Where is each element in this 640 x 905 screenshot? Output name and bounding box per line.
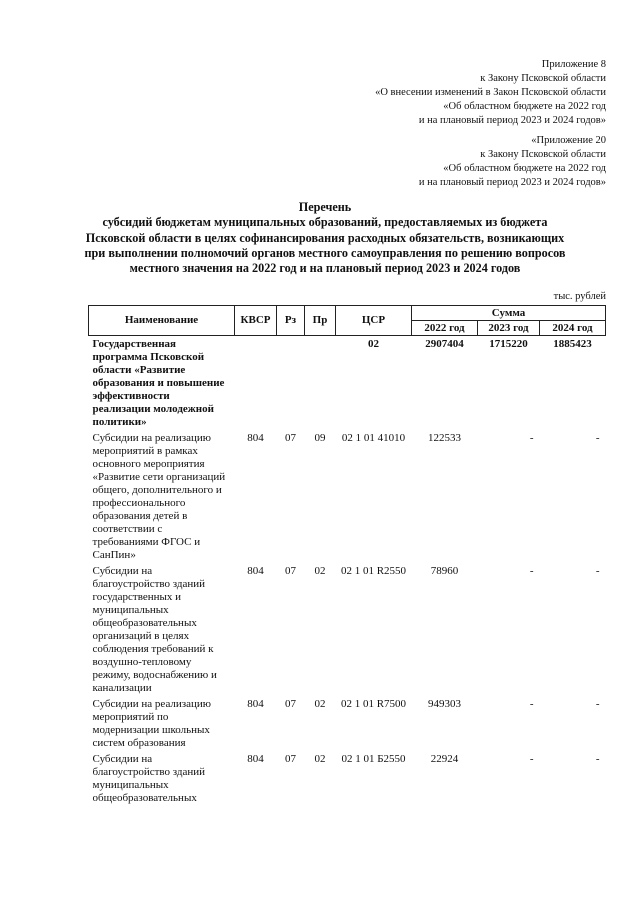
row-sum-2023: - bbox=[529, 432, 534, 444]
header-csr: ЦСР bbox=[336, 306, 412, 336]
header-pr: Пр bbox=[305, 306, 336, 336]
subsidies-table bbox=[88, 305, 606, 808]
title-line: Псковской области в целях софинансирования расходных обязательств, возникающих bbox=[85, 230, 565, 245]
appendix-line: «Об областном бюджете на 2022 год bbox=[443, 101, 606, 112]
row-sum-2022: 949303 bbox=[428, 698, 461, 710]
row-name: Субсидии на благоустройство зданий государственных и муниципальных общеобразовательных организаций в целях соблюдения требований к воздушно-тепловому режиму, водоснабжению и канализации bbox=[92, 565, 217, 694]
row-csr: 02 1 01 R2550 bbox=[340, 565, 407, 577]
header-rz: Рз bbox=[277, 306, 305, 336]
row-name: Субсидии на реализацию мероприятий в рамках основного мероприятия «Развитие сети организаций общего, дополнительного и профессионального образования детей в соответствии с требованиями ФГОС и СанПин» bbox=[92, 432, 226, 561]
table-body bbox=[89, 336, 606, 809]
row-pr: 02 bbox=[314, 565, 326, 577]
row-sum-2023: - bbox=[529, 698, 534, 710]
table-row bbox=[89, 698, 606, 753]
row-sum-2024: - bbox=[595, 698, 600, 710]
row-kvsr: 804 bbox=[247, 565, 264, 577]
row-sum-2022: 2907404 bbox=[425, 338, 464, 350]
appendix-line: к Закону Псковской области bbox=[480, 149, 606, 160]
appendix-line: и на плановый период 2023 и 2024 годов» bbox=[418, 177, 606, 188]
row-sum-2023: - bbox=[529, 565, 534, 577]
table-row bbox=[89, 336, 606, 433]
row-rz: 07 bbox=[285, 753, 296, 765]
row-pr bbox=[305, 336, 336, 433]
units-label: тыс. рублей bbox=[553, 291, 606, 302]
appendix-line: Приложение 8 bbox=[541, 59, 606, 70]
row-pr: 02 bbox=[314, 698, 326, 710]
appendix-8-header bbox=[375, 58, 606, 128]
row-sum-2022: 78960 bbox=[430, 565, 459, 577]
row-kvsr: 804 bbox=[247, 698, 264, 710]
appendix-line: «Об областном бюджете на 2022 год bbox=[443, 163, 606, 174]
row-pr: 02 bbox=[314, 753, 326, 765]
row-csr: 02 1 01 41010 bbox=[341, 432, 406, 444]
title-line: при выполнении полномочий органов местного самоуправления по решению вопросов bbox=[84, 245, 566, 260]
header-year-2024: 2024 год bbox=[540, 321, 606, 336]
table-header bbox=[89, 306, 606, 336]
header-year-2023: 2023 год bbox=[478, 321, 540, 336]
row-csr: 02 bbox=[368, 338, 379, 350]
header-name: Наименование bbox=[89, 306, 235, 336]
row-rz bbox=[277, 336, 305, 433]
header-sum: Сумма bbox=[412, 306, 606, 321]
row-kvsr bbox=[235, 336, 277, 433]
row-sum-2024: - bbox=[595, 432, 600, 444]
table-row bbox=[89, 432, 606, 565]
appendix-20-header bbox=[419, 134, 606, 190]
title-line: местного значения на 2022 год и на плановый период 2023 и 2024 годов bbox=[129, 261, 521, 276]
row-sum-2023: 1715220 bbox=[489, 338, 528, 350]
row-sum-2024: - bbox=[595, 753, 600, 765]
table-row bbox=[89, 753, 606, 808]
row-sum-2022: 122533 bbox=[428, 432, 461, 444]
row-rz: 07 bbox=[285, 698, 296, 710]
row-csr: 02 1 01 Б2550 bbox=[341, 753, 406, 765]
row-kvsr: 804 bbox=[247, 753, 264, 765]
row-name: Субсидии на благоустройство зданий муниципальных общеобразовательных bbox=[92, 753, 206, 804]
appendix-line: к Закону Псковской области bbox=[480, 73, 606, 84]
row-name: Государственная программа Псковской области «Развитие образования и повышение эффективности реализации молодежной политики» bbox=[92, 338, 225, 428]
appendix-line: «О внесении изменений в Закон Псковской области bbox=[375, 87, 606, 98]
row-pr: 09 bbox=[314, 432, 326, 444]
row-sum-2024: - bbox=[595, 565, 600, 577]
row-sum-2022: 22924 bbox=[430, 753, 459, 765]
row-sum-2024: 1885423 bbox=[553, 338, 592, 350]
table-row bbox=[89, 565, 606, 698]
title-line: Перечень bbox=[298, 200, 352, 214]
header-kvsr: КВСР bbox=[235, 306, 277, 336]
row-rz: 07 bbox=[285, 432, 296, 444]
header-year-2022: 2022 год bbox=[412, 321, 478, 336]
appendix-line: «Приложение 20 bbox=[531, 135, 606, 146]
row-rz: 07 bbox=[285, 565, 296, 577]
title-line: субсидий бюджетам муниципальных образований, предоставляемых из бюджета bbox=[102, 215, 548, 230]
row-kvsr: 804 bbox=[247, 432, 264, 444]
appendix-line: и на плановый период 2023 и 2024 годов» bbox=[418, 115, 606, 126]
row-sum-2023: - bbox=[529, 753, 534, 765]
row-name: Субсидии на реализацию мероприятий по модернизации школьных систем образования bbox=[92, 698, 212, 749]
document-title bbox=[80, 200, 570, 276]
row-csr: 02 1 01 R7500 bbox=[340, 698, 407, 710]
